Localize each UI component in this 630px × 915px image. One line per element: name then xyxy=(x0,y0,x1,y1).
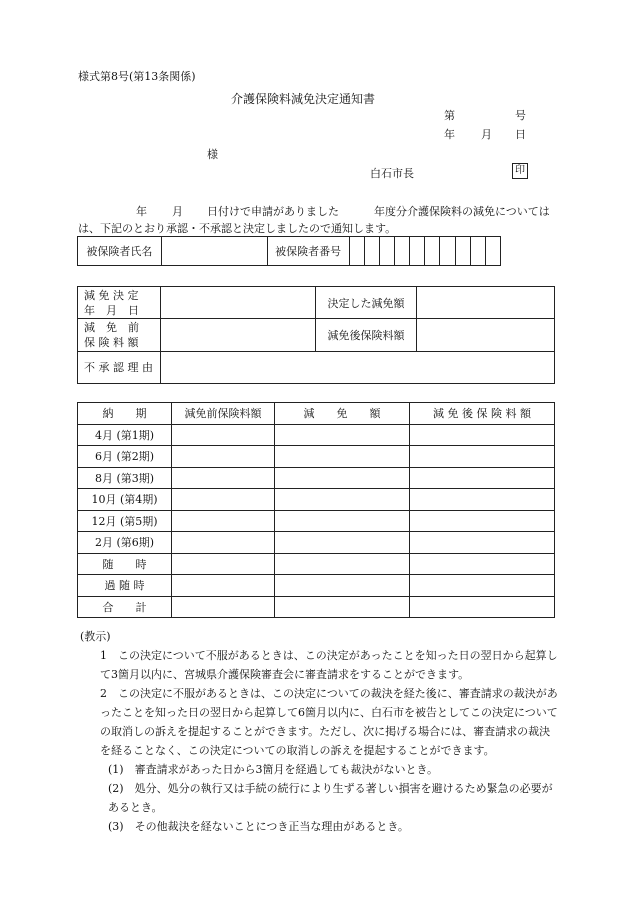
insured-number-digit xyxy=(440,237,455,266)
table-row xyxy=(78,424,555,446)
table-row xyxy=(78,596,555,618)
table-row xyxy=(78,489,555,511)
after-amount-value xyxy=(417,319,555,351)
schedule-period: 過 随 時 xyxy=(78,575,172,597)
intro-month: 月 xyxy=(172,205,183,218)
schedule-period: 8月 (第3期) xyxy=(78,467,172,489)
reject-reason-value xyxy=(161,351,555,383)
document-title: 介護保険料減免決定通知書 xyxy=(231,92,376,106)
before-amount-label: 減 免 前 保 険 料 額 xyxy=(78,319,161,351)
intro-text-2: 年度分介護保険料の減免については xyxy=(374,205,550,218)
decision-date-label: 減 免 決 定 年 月 日 xyxy=(78,287,161,319)
schedule-period: 6月 (第2期) xyxy=(78,446,172,468)
insured-table xyxy=(77,236,501,266)
schedule-period: 4月 (第1期) xyxy=(78,424,172,446)
decision-table xyxy=(77,286,555,384)
seal-mark: 印 xyxy=(512,163,528,179)
schedule-period: 2月 (第6期) xyxy=(78,532,172,554)
instruction-sub-3: (3) その他裁決を経ないことにつき正当な理由があるとき。 xyxy=(108,820,409,833)
after-amount-label: 減免後保険料額 xyxy=(316,319,417,351)
number-suffix: 号 xyxy=(515,109,526,122)
recipient-honorific: 様 xyxy=(207,148,218,161)
intro-line-2: は、下記のとおり承認・不承認と決定しましたので通知します。 xyxy=(78,222,397,235)
insured-name-value xyxy=(161,237,267,266)
insured-number-digit xyxy=(470,237,485,266)
schedule-period: 12月 (第5期) xyxy=(78,510,172,532)
schedule-period: 随 時 xyxy=(78,553,172,575)
insured-number-digit xyxy=(349,237,364,266)
insured-number-digit xyxy=(379,237,394,266)
issuer-name: 白石市長 xyxy=(370,167,414,180)
table-row xyxy=(78,446,555,468)
decision-date-value xyxy=(161,287,316,319)
insured-number-label: 被保険者番号 xyxy=(267,237,349,266)
instruction-item-2: 2 この決定に不服があるときは、この決定についての裁決を経た後に、審査請求の裁決があったことを知った日の翌日から起算して6箇月以内に、白石市を被告としてこの決定についての取消しの訴えを提起することができます。ただし、次に掲げる場合には、審査請求の裁決を経ることなく、この決定についての取消しの訴えを提起することができます。 xyxy=(100,687,558,757)
insured-number-digit xyxy=(425,237,440,266)
before-amount-value xyxy=(161,319,316,351)
payment-schedule-table xyxy=(77,402,555,618)
schedule-header-before: 減免前保険料額 xyxy=(172,403,275,425)
number-prefix: 第 xyxy=(444,109,455,122)
date-month: 月 xyxy=(481,128,492,141)
schedule-header-reduction: 減 免 額 xyxy=(275,403,410,425)
table-row xyxy=(78,553,555,575)
insured-number-digit xyxy=(410,237,425,266)
intro-year: 年 xyxy=(136,205,147,218)
intro-text: 日付けで申請がありました xyxy=(207,205,339,218)
decided-amount-value xyxy=(417,287,555,319)
instruction-item-1: 1 この決定について不服があるときは、この決定があったことを知った日の翌日から起算して3箇月以内に、宮城県介護保険審査会に審査請求をすることができます。 xyxy=(100,649,558,681)
form-label: 様式第8号(第13条関係) xyxy=(78,70,196,83)
date-day: 日 xyxy=(515,128,526,141)
instructions-section xyxy=(80,627,560,836)
schedule-header-period: 納 期 xyxy=(78,403,172,425)
insured-number-digit xyxy=(364,237,379,266)
table-row xyxy=(78,510,555,532)
schedule-header-after: 減 免 後 保 険 料 額 xyxy=(410,403,555,425)
reject-reason-label: 不 承 認 理 由 xyxy=(78,351,161,383)
instruction-sub-2: (2) 処分、処分の執行又は手続の続行により生ずる著しい損害を避けるため緊急の必要があるとき。 xyxy=(108,782,553,814)
insured-number-digit xyxy=(455,237,470,266)
table-row xyxy=(78,467,555,489)
table-row xyxy=(78,575,555,597)
schedule-period: 10月 (第4期) xyxy=(78,489,172,511)
instruction-sub-1: (1) 審査請求があった日から3箇月を経過しても裁決がないとき。 xyxy=(108,763,439,776)
schedule-total: 合 計 xyxy=(78,596,172,618)
instructions-heading: (教示) xyxy=(80,630,111,643)
decided-amount-label: 決定した減免額 xyxy=(316,287,417,319)
insured-number-digit xyxy=(394,237,409,266)
table-row xyxy=(78,532,555,554)
date-year: 年 xyxy=(444,128,455,141)
insured-number-digit xyxy=(485,237,500,266)
insured-name-label: 被保険者氏名 xyxy=(78,237,162,266)
